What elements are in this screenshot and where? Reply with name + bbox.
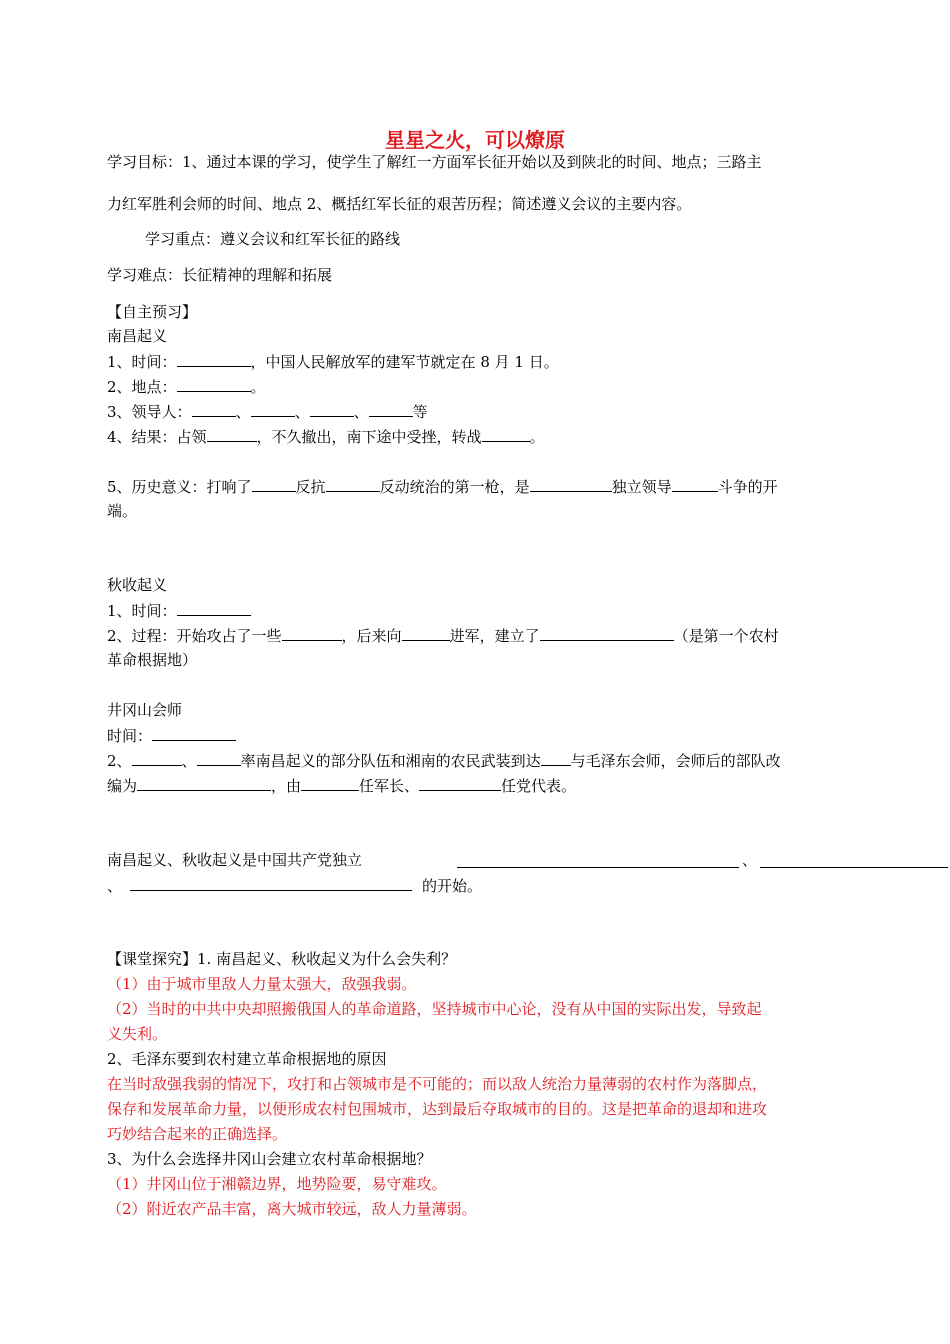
autumn-q2-line2: 革命根据地） (107, 651, 198, 669)
fill-blank[interactable] (760, 852, 948, 868)
fill-blank[interactable] (177, 376, 251, 392)
nanchang-heading: 南昌起义 (107, 327, 168, 345)
fill-blank[interactable] (137, 775, 271, 791)
page-title: 星星之火，可以燎原 (385, 128, 565, 152)
explore-a1-2-line2: 义失利。 (107, 1025, 168, 1043)
fill-blank[interactable] (482, 426, 530, 442)
explore-q1: 【课堂探究】1. 南昌起义、秋收起义为什么会失利？ (107, 950, 457, 968)
fill-blank[interactable] (541, 750, 571, 766)
fill-blank[interactable] (252, 476, 296, 492)
summary-line-2: 、 的开始。 (107, 877, 483, 895)
autumn-q2: 2、过程：开始攻占了一些 ，后来向 进军，建立了 （是第一个农村 (107, 627, 779, 645)
fill-blank[interactable] (402, 625, 450, 641)
jinggang-q2-line2: 编为 ，由 任军长、 任党代表。 (107, 777, 577, 795)
difficulty: 学习难点：长征精神的理解和拓展 (107, 266, 333, 284)
fill-blank[interactable] (457, 852, 739, 868)
nanchang-q4: 4、结果：占领 ，不久撤出，南下途中受挫，转战 。 (107, 428, 545, 446)
fill-blank[interactable] (419, 775, 501, 791)
key-point: 学习重点：遵义会议和红军长征的路线 (145, 230, 401, 248)
jinggang-q2: 2、 、 率南昌起义的部分队伍和湘南的农民武装到达 与毛泽东会师，会师后的部队改 (107, 752, 781, 770)
fill-blank[interactable] (152, 725, 236, 741)
explore-q2: 2、毛泽东要到农村建立革命根据地的原因 (107, 1050, 387, 1068)
fill-blank[interactable] (301, 775, 359, 791)
fill-blank[interactable] (540, 625, 674, 641)
nanchang-q1: 1、时间： ，中国人民解放军的建军节就定在 8 月 1 日。 (107, 353, 559, 371)
jinggang-heading: 井冈山会师 (107, 701, 183, 719)
autumn-q1: 1、时间： (107, 600, 251, 621)
nanchang-q3: 3、领导人： 、 、 、 等 (107, 403, 428, 421)
learning-goal-line-2: 力红军胜利会师的时间、地点 2、概括红军长征的艰苦历程；简述遵义会议的主要内容。 (107, 195, 692, 213)
explore-a2-2: 保存和发展革命力量，以便形成农村包围城市，达到最后夺取城市的目的。这是把革命的退却和进攻 (107, 1100, 768, 1118)
fill-blank[interactable] (282, 625, 342, 641)
nanchang-q5: 5、历史意义：打响了 反抗 反动统治的第一枪，是 独立领导 斗争的开 (107, 478, 778, 496)
fill-blank[interactable] (530, 476, 612, 492)
fill-blank[interactable] (177, 600, 251, 616)
explore-a3-1: （1）井冈山位于湘赣边界，地势险要，易守难攻。 (107, 1175, 447, 1193)
explore-a1-1: （1）由于城市里敌人力量太强大，敌强我弱。 (107, 975, 417, 993)
nanchang-q2: 2、地点： 。 (107, 378, 266, 396)
explore-a1-2: （2）当时的中共中央却照搬俄国人的革命道路，坚持城市中心论，没有从中国的实际出发，导致起 (107, 1000, 762, 1018)
fill-blank[interactable] (326, 476, 380, 492)
fill-blank[interactable] (207, 426, 257, 442)
fill-blank[interactable] (251, 401, 295, 417)
jinggang-time: 时间： (107, 725, 236, 746)
fill-blank[interactable] (130, 875, 412, 891)
summary-line-1: 南昌起义、秋收起义是中国共产党独立 (107, 851, 363, 869)
preview-heading: 【自主预习】 (107, 303, 198, 321)
fill-blank[interactable] (132, 750, 182, 766)
learning-goal-line-1: 学习目标：1、通过本课的学习，使学生了解红一方面军长征开始以及到陕北的时间、地点；三路主 (107, 153, 762, 171)
explore-a2-3: 巧妙结合起来的正确选择。 (107, 1125, 288, 1143)
explore-a2-1: 在当时敌强我弱的情况下，攻打和占领城市是不可能的；而以敌人统治力量薄弱的农村作为落脚点， (107, 1075, 768, 1093)
fill-blank[interactable] (310, 401, 354, 417)
fill-blank[interactable] (177, 351, 251, 367)
summary-sep-1: 、 (742, 851, 758, 869)
fill-blank[interactable] (197, 750, 241, 766)
fill-blank[interactable] (369, 401, 413, 417)
autumn-heading: 秋收起义 (107, 576, 168, 594)
explore-a3-2: （2）附近农产品丰富，离大城市较远，敌人力量薄弱。 (107, 1200, 477, 1218)
fill-blank[interactable] (192, 401, 236, 417)
explore-q3: 3、为什么会选择井冈山会建立农村革命根据地？ (107, 1150, 432, 1168)
nanchang-q5-line2: 端。 (107, 502, 138, 520)
fill-blank[interactable] (672, 476, 718, 492)
